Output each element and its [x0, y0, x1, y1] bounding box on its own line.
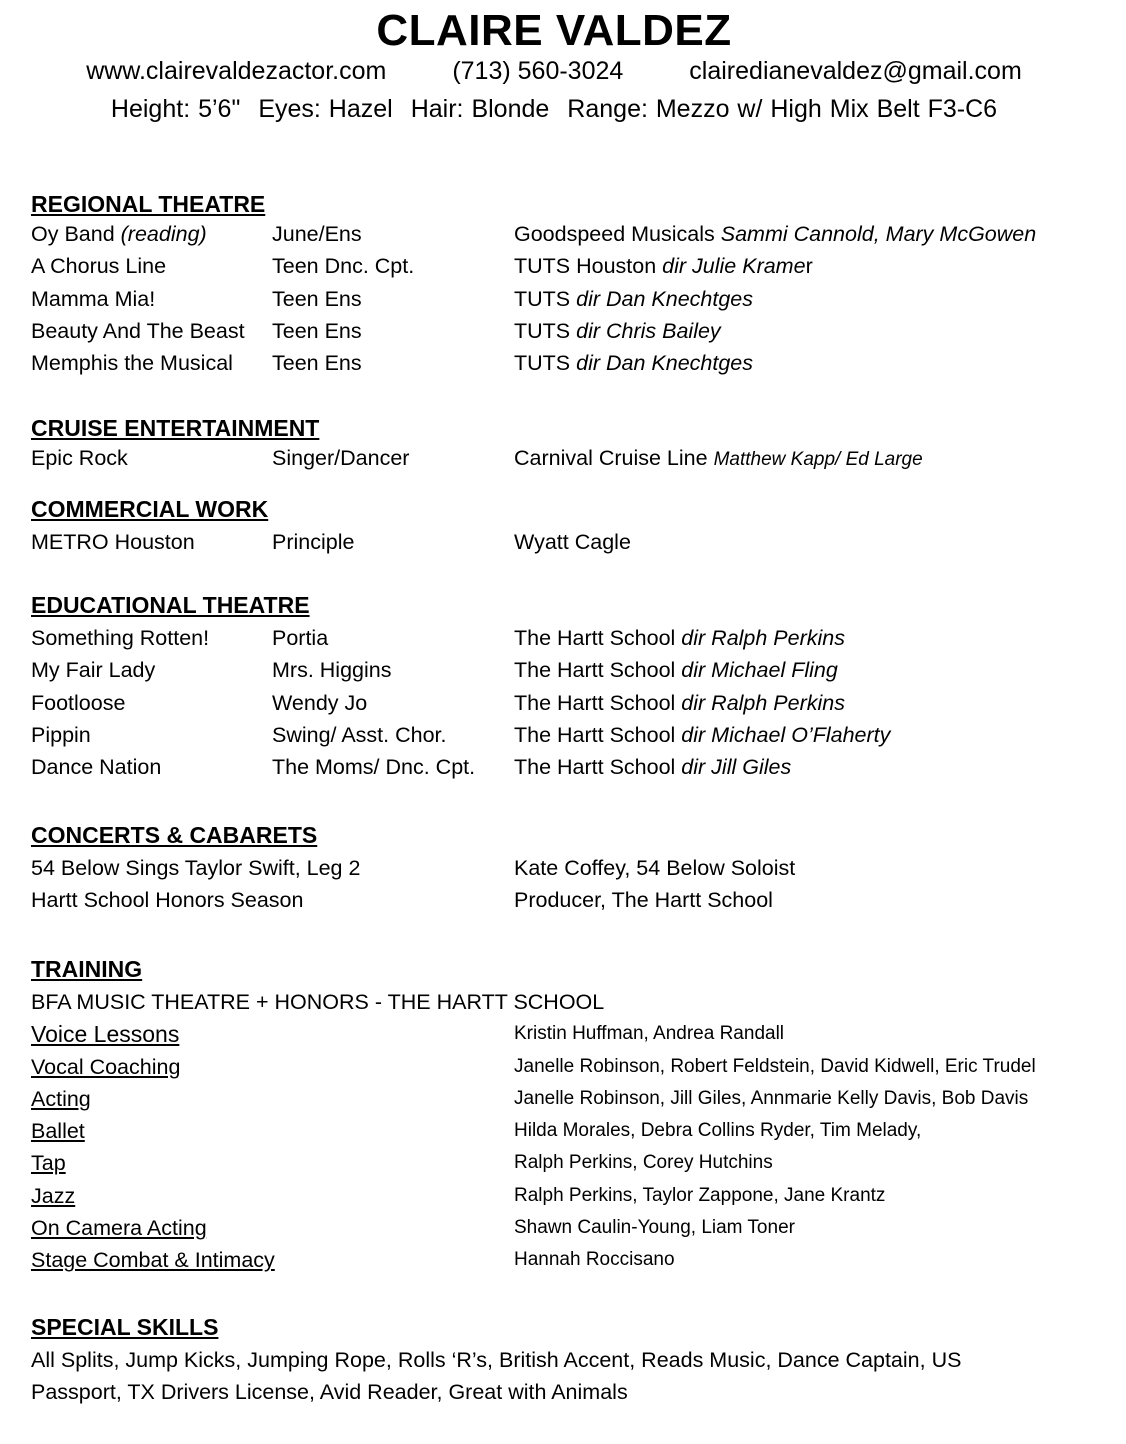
- venue-credit: Carnival Cruise Line Matthew Kapp/ Ed Large: [514, 446, 923, 470]
- role: Teen Ens: [272, 318, 362, 343]
- venue-credit: Wyatt Cagle: [514, 530, 631, 554]
- concerts-cabarets-section: [31, 821, 1101, 917]
- credit-row: [31, 852, 1101, 884]
- phone-number: (713) 560-3024: [452, 57, 624, 85]
- training-row: [31, 1083, 1101, 1115]
- show-title: Memphis the Musical: [31, 351, 233, 376]
- venue-credit: The Hartt School dir Ralph Perkins: [514, 690, 846, 715]
- degree-line: [31, 986, 1101, 1018]
- show-title: Beauty And The Beast: [31, 318, 245, 343]
- show-title: Footloose: [31, 690, 126, 715]
- credit-row: [31, 719, 1101, 751]
- training-subject: Stage Combat & Intimacy: [31, 1248, 275, 1273]
- show-title: 54 Below Sings Taylor Swift, Leg 2: [31, 856, 361, 880]
- credit-row: [31, 654, 1101, 686]
- training-teachers: Ralph Perkins, Taylor Zappone, Jane Krantz: [514, 1184, 886, 1206]
- training-teachers: Janelle Robinson, Jill Giles, Annmarie Kelly Davis, Bob Davis: [514, 1087, 1029, 1109]
- role: Teen Dnc. Cpt.: [272, 254, 415, 279]
- role: Principle: [272, 530, 355, 554]
- training-teachers: Hilda Morales, Debra Collins Ryder, Tim Melady,: [514, 1120, 922, 1142]
- commercial-work-section: [31, 495, 1101, 558]
- credit-row: [31, 687, 1101, 719]
- special-skills-section: [31, 1313, 1101, 1408]
- skills-text: All Splits, Jump Kicks, Jumping Rope, Rolls ‘R’s, British Accent, Reads Music, Dance Captain, US Passport, TX Drivers License, Avid Reader, Great with Animals: [31, 1348, 962, 1404]
- role: Mrs. Higgins: [272, 658, 392, 683]
- stat-range: Range: Mezzo w/ High Mix Belt F3-C6: [567, 95, 998, 123]
- role: Teen Ens: [272, 286, 362, 311]
- training-row: [31, 1212, 1101, 1244]
- training-row: [31, 1051, 1101, 1083]
- training-teachers: Kristin Huffman, Andrea Randall: [514, 1023, 785, 1045]
- section-heading: COMMERCIAL WORK: [31, 496, 269, 522]
- role: Wendy Jo: [272, 690, 368, 715]
- venue-credit: TUTS Houston dir Julie Kramer: [514, 254, 813, 279]
- degree: BFA MUSIC THEATRE + HONORS - THE HARTT SCHOOL: [31, 990, 605, 1014]
- training-subject: Tap: [31, 1151, 66, 1176]
- training-teachers: Hannah Roccisano: [514, 1249, 675, 1271]
- training-teachers: Ralph Perkins, Corey Hutchins: [514, 1152, 773, 1174]
- training-row: [31, 1180, 1101, 1212]
- training-row: [31, 1147, 1101, 1179]
- credit-row: [31, 751, 1101, 783]
- section-heading: EDUCATIONAL THEATRE: [31, 592, 310, 618]
- section-heading: TRAINING: [31, 956, 143, 982]
- show-title: Pippin: [31, 722, 91, 747]
- training-row: [31, 1018, 1101, 1050]
- physical-stats: [0, 95, 1108, 124]
- credit-row: [31, 347, 1101, 379]
- venue-credit: Producer, The Hartt School: [514, 888, 773, 913]
- role: Portia: [272, 626, 329, 650]
- credit-row: [31, 622, 1101, 654]
- section-heading: CONCERTS & CABARETS: [31, 822, 318, 848]
- role: Singer/Dancer: [272, 446, 410, 470]
- show-title: Hartt School Honors Season: [31, 888, 304, 913]
- training-row: [31, 1115, 1101, 1147]
- venue-credit: TUTS dir Dan Knechtges: [514, 286, 753, 311]
- venue-credit: The Hartt School dir Michael Fling: [514, 658, 838, 683]
- website-link[interactable]: www.clairevaldezactor.com: [86, 57, 387, 85]
- training-subject: Acting: [31, 1086, 91, 1111]
- training-subject: Voice Lessons: [31, 1021, 180, 1048]
- show-title: My Fair Lady: [31, 658, 156, 683]
- stat-eyes: Eyes: Hazel: [258, 95, 393, 123]
- show-title: METRO Houston: [31, 530, 195, 554]
- venue-credit: Goodspeed Musicals Sammi Cannold, Mary McGowen: [514, 222, 1037, 246]
- credit-row: [31, 884, 1101, 916]
- training-subject: Ballet: [31, 1119, 85, 1144]
- email-link[interactable]: clairedianevaldez@gmail.com: [689, 57, 1022, 85]
- stat-height: Height: 5’6": [110, 95, 241, 123]
- credit-row: [31, 315, 1101, 347]
- training-subject: Jazz: [31, 1183, 76, 1208]
- credit-row: [31, 250, 1101, 282]
- show-title: Dance Nation: [31, 755, 162, 780]
- training-subject: On Camera Acting: [31, 1216, 207, 1241]
- credit-row: [31, 283, 1101, 315]
- credit-row: [31, 526, 1101, 558]
- show-title: Something Rotten!: [31, 626, 210, 650]
- show-title: Oy Band (reading): [31, 222, 207, 246]
- venue-credit: TUTS dir Chris Bailey: [514, 318, 721, 343]
- training-teachers: Janelle Robinson, Robert Feldstein, David Kidwell, Eric Trudel: [514, 1055, 1036, 1077]
- regional-theatre-section: [31, 190, 1101, 379]
- training-section: [31, 955, 1101, 1277]
- training-row: [31, 1244, 1101, 1276]
- contact-line: [0, 57, 1108, 86]
- section-heading: REGIONAL THEATRE: [31, 191, 266, 217]
- show-title: A Chorus Line: [31, 254, 167, 279]
- venue-credit: TUTS dir Dan Knechtges: [514, 351, 753, 376]
- resume-name: CLAIRE VALDEZ: [376, 6, 732, 55]
- venue-credit: The Hartt School dir Michael O’Flaherty: [514, 722, 891, 747]
- role: June/Ens: [272, 222, 362, 246]
- role: Teen Ens: [272, 351, 362, 376]
- section-heading: CRUISE ENTERTAINMENT: [31, 415, 320, 441]
- role: Swing/ Asst. Chor.: [272, 722, 447, 747]
- educational-theatre-section: [31, 591, 1101, 783]
- training-subject: Vocal Coaching: [31, 1054, 181, 1079]
- stat-hair: Hair: Blonde: [410, 95, 550, 123]
- show-title: Epic Rock: [31, 446, 128, 470]
- role: The Moms/ Dnc. Cpt.: [272, 755, 476, 780]
- credit-row: [31, 442, 1101, 474]
- show-title: Mamma Mia!: [31, 286, 156, 311]
- venue-credit: The Hartt School dir Ralph Perkins: [514, 626, 846, 650]
- venue-credit: Kate Coffey, 54 Below Soloist: [514, 856, 796, 880]
- credit-row: [31, 218, 1101, 250]
- section-heading: SPECIAL SKILLS: [31, 1314, 219, 1340]
- training-teachers: Shawn Caulin-Young, Liam Toner: [514, 1217, 795, 1239]
- venue-credit: The Hartt School dir Jill Giles: [514, 755, 792, 780]
- cruise-entertainment-section: [31, 414, 1101, 474]
